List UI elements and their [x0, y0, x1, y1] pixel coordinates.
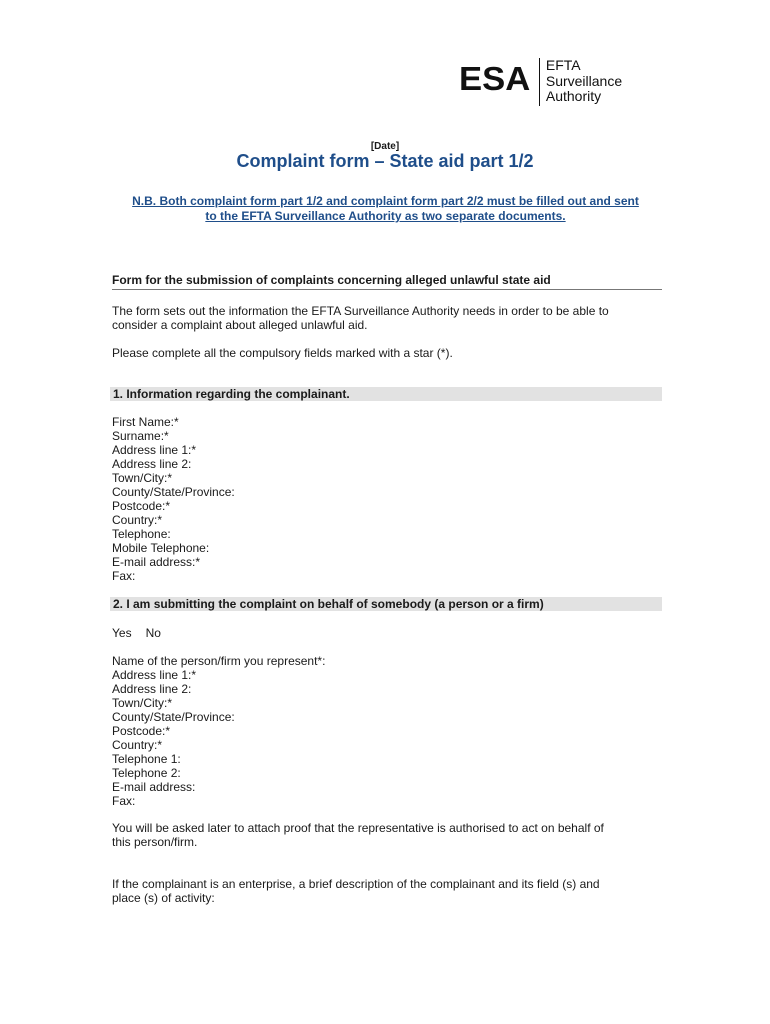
field-rep-postcode[interactable]: Postcode:*: [112, 724, 171, 738]
option-yes[interactable]: Yes: [112, 626, 132, 640]
field-rep-telephone-2[interactable]: Telephone 2:: [112, 766, 181, 780]
field-represented-name[interactable]: Name of the person/firm you represent*:: [112, 654, 326, 668]
field-email-address[interactable]: E-mail address:*: [112, 555, 201, 569]
field-rep-telephone-1[interactable]: Telephone 1:: [112, 752, 181, 766]
compulsory-note: Please complete all the compulsory fields marked with a star (*).: [112, 346, 453, 360]
nb-notice: [108, 194, 663, 224]
enterprise-line-1: If the complainant is an enterprise, a brief description of the complainant and its field (s) and: [112, 877, 600, 891]
section-1-fields: [112, 415, 662, 583]
logo-line-2: Surveillance: [545, 72, 623, 89]
field-surname[interactable]: Surname:*: [112, 429, 169, 443]
field-mobile-telephone[interactable]: Mobile Telephone:: [112, 541, 210, 555]
option-no[interactable]: No: [145, 626, 161, 640]
yes-no-choice: [112, 626, 662, 640]
field-town-city[interactable]: Town/City:*: [112, 471, 173, 485]
field-first-name[interactable]: First Name:*: [112, 415, 179, 429]
intro-line-1: The form sets out the information the EFTA Surveillance Authority needs in order to be able to: [112, 304, 609, 318]
field-country[interactable]: Country:*: [112, 513, 163, 527]
field-postcode[interactable]: Postcode:*: [112, 499, 171, 513]
proof-line-1: You will be asked later to attach proof that the representative is authorised to act on behalf of: [112, 821, 604, 835]
field-rep-country[interactable]: Country:*: [112, 738, 163, 752]
section-2-heading: 2. I am submitting the complaint on behalf of somebody (a person or a firm): [110, 597, 662, 611]
section-2-fields: [112, 654, 662, 808]
field-rep-address-line-2[interactable]: Address line 2:: [112, 682, 192, 696]
intro-paragraph: [112, 304, 662, 332]
nb-notice-line-2: to the EFTA Surveillance Authority as two separate documents.: [205, 209, 566, 223]
esa-logo: [459, 58, 622, 110]
proof-paragraph: [112, 821, 662, 849]
logo-line-3: Authority: [545, 88, 602, 104]
logo-divider: [539, 58, 540, 106]
field-rep-town-city[interactable]: Town/City:*: [112, 696, 173, 710]
page-title: Complaint form – State aid part 1/2: [236, 151, 534, 171]
field-address-line-2[interactable]: Address line 2:: [112, 457, 192, 471]
field-rep-fax[interactable]: Fax:: [112, 794, 136, 808]
field-fax[interactable]: Fax:: [112, 569, 136, 583]
field-rep-email-address[interactable]: E-mail address:: [112, 780, 196, 794]
logo-wordmark: [546, 58, 622, 105]
field-county-state-province[interactable]: County/State/Province:: [112, 485, 235, 499]
proof-line-2: this person/firm.: [112, 835, 198, 849]
field-rep-county-state-province[interactable]: County/State/Province:: [112, 710, 235, 724]
section-1-heading: 1. Information regarding the complainant.: [110, 387, 662, 401]
field-telephone[interactable]: Telephone:: [112, 527, 171, 541]
logo-line-1: EFTA: [545, 57, 581, 73]
enterprise-line-2: place (s) of activity:: [112, 891, 215, 905]
date-placeholder: [Date]: [370, 141, 400, 152]
nb-notice-line-1: N.B. Both complaint form part 1/2 and complaint form part 2/2 must be filled out and sent: [132, 194, 639, 208]
esa-logo-mark: ESA: [459, 60, 531, 97]
field-address-line-1[interactable]: Address line 1:*: [112, 443, 197, 457]
field-rep-address-line-1[interactable]: Address line 1:*: [112, 668, 197, 682]
enterprise-paragraph: [112, 877, 662, 905]
intro-line-2: consider a complaint about alleged unlawful aid.: [112, 318, 368, 332]
form-heading: Form for the submission of complaints concerning alleged unlawful state aid: [112, 273, 662, 290]
